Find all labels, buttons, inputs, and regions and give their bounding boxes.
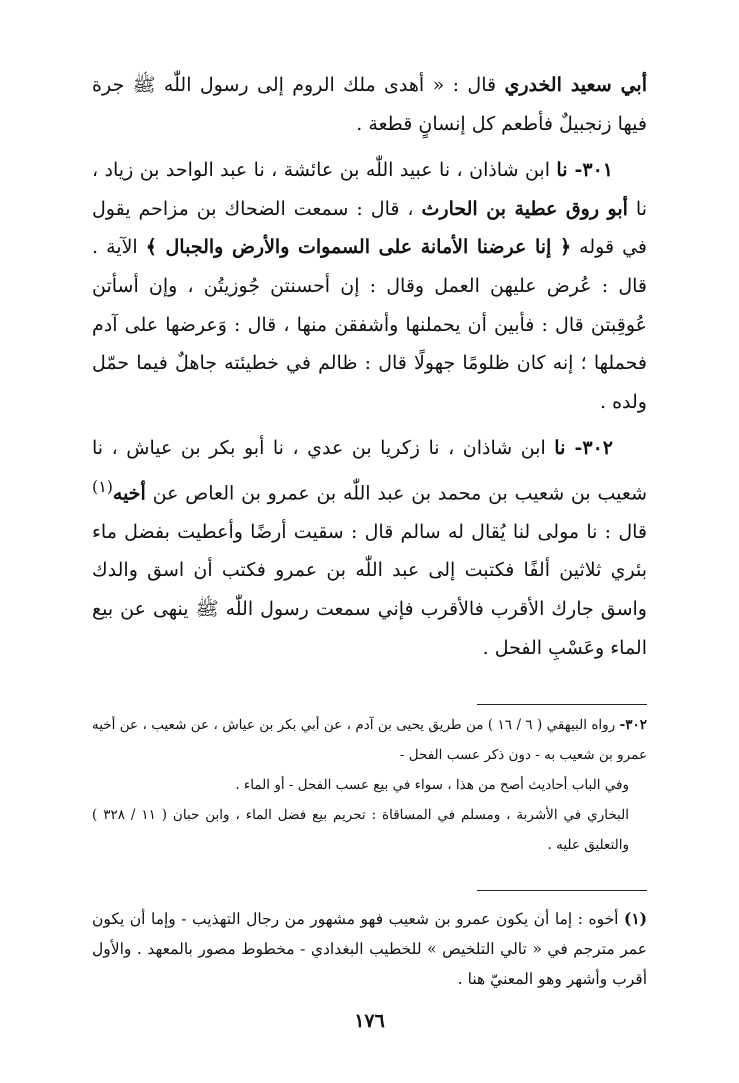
hadith-text: ابن شاذان ، نا عبيد اللّٰه بن عائشة ، نا عبد الواحد بن زياد ، نا (92, 159, 647, 220)
note-302-sources: البخاري في الأشربة ، ومسلم في المساقاة : تحريم بيع فضل الماء ، وابن حبان ( ١١ / ٣٢٨ ) والتعليق عليه . (92, 807, 629, 853)
page-number: ١٧٦ (354, 1010, 385, 1032)
takhrij-notes (92, 710, 647, 860)
paragraph-text: قال : « أهدى ملك الروم إلى رسول اللّٰه ﷺ جرة فيها زنجبيلٌ فأطعم كل إنسانٍ قطعة . (92, 74, 647, 135)
note-302-extra: وفي الباب أحاديث أصح من هذا ، سواء في بيع عسب الفحل - أو الماء . (235, 777, 629, 793)
note-text: رواه البيهقي ( ٦ / ١٦ ) من طريق يحيى بن آدم ، عن أبي بكر بن عياش ، عن شعيب ، عن أخيه عمرو بن شعيب به - دون ذكر عسب الفحل - (92, 717, 647, 763)
hadith-301 (92, 151, 647, 421)
hadith-text: ، قال : سمعت الضحاك بن مزاحم يقول في قوله (92, 197, 647, 259)
footnote-1 (92, 904, 647, 994)
footnote-marker: (١) (623, 909, 647, 928)
footnote-text: أخوه : إما أن يكون عمرو بن شعيب فهو مشهور من رجال التهذيب - وإما أن يكون عمر مترجم في « تالي التلخيص » للخطيب البغدادي - مخطوط مصور بالمعهد . والأول أقرب وأشهر وهو المعنيّ هنا . (92, 910, 647, 988)
hadith-302 (92, 429, 647, 667)
footnote (92, 904, 647, 994)
hadith-text: الآية . قال : عُرض عليهن العمل وقال : إن أحسنتن جُوزيتُن ، وإن أسأتن عُوقِبتن قال : فأبين أن يحملنها وأشفقن منها ، قال : وَعرضها على آدم فحملها ؛ إنه كان ظلومًا جهولًا قال : ظالم في خطيئته جاهلٌ فيما حمّل ولده . (92, 236, 647, 413)
hadith-number: ٣٠٢- نا (554, 437, 613, 460)
narrator-name: أبو روق عطية بن الحارث (421, 197, 628, 220)
quran-verse: ﴿ إنا عرضنا الأمانة على السموات والأرض والجبال ﴾ (145, 236, 572, 259)
hadith-text: قال : نا مولى لنا يُقال له سالم قال : سقيت أرضًا وأعطيت بفضل ماء بئري ثلاثين ألفًا فكتبت إلى عبد اللّٰه بن عمرو فكتب أن اسق والدك واسق جارك الأقرب فالأقرب فإني سمعت رسول اللّٰه ﷺ ينهى عن بيع الماء وعَسْبِ الفحل . (92, 520, 647, 659)
note-number: ٣٠٢- (619, 717, 647, 733)
note-302 (92, 710, 647, 770)
hadith-text: ابن شاذان ، نا زكريا بن عدي ، نا أبو بكر بن عياش ، نا شعيب بن شعيب بن محمد بن عبد اللّٰه بن عمرو بن العاص عن (92, 437, 647, 505)
main-text (92, 66, 647, 667)
hadith-number: ٣٠١- نا (556, 159, 613, 182)
footnote-separator (477, 890, 647, 891)
notes-separator (477, 704, 647, 705)
narrator-name: أبي سعيد الخدري (504, 74, 647, 96)
narrator-name: أخيه (112, 482, 146, 505)
footnote-reference: (١) (92, 476, 113, 496)
paragraph-continuation (92, 66, 647, 143)
